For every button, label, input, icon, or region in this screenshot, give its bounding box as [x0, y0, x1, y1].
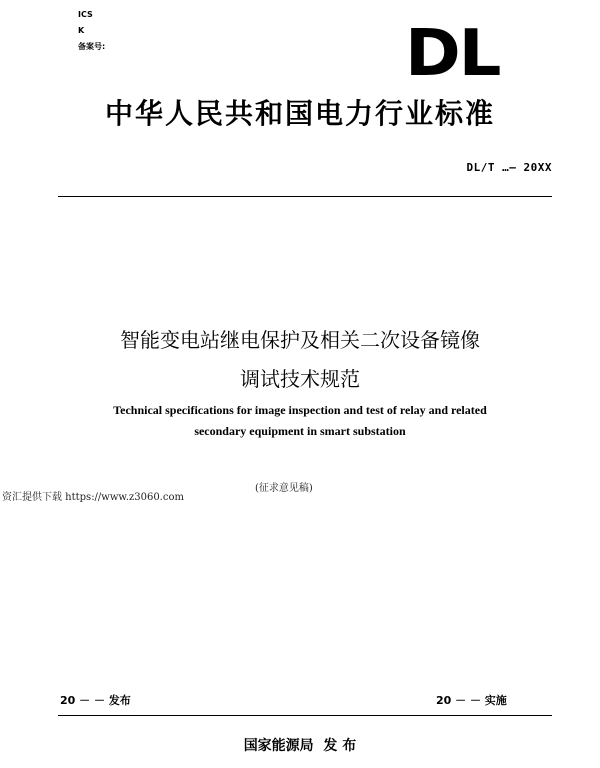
standard-number: DL/T …— 20XX	[466, 161, 552, 174]
download-watermark: 资汇提供下载 https://www.z3060.com	[2, 492, 184, 503]
k-label: K	[78, 26, 85, 35]
implement-date: 20 － － 实施	[436, 694, 507, 707]
dl-logo: DL	[405, 17, 500, 91]
top-divider	[58, 196, 552, 197]
draft-status-label: (征求意见稿)	[255, 483, 313, 494]
publisher: 国家能源局 发 布	[243, 738, 357, 754]
document-title-en-line2: secondary equipment in smart substation	[194, 424, 406, 438]
ics-label: ICS	[78, 10, 93, 19]
document-title-en-line1: Technical specifications for image inspection and test of relay and related	[113, 403, 487, 417]
document-title-cn-line1: 智能变电站继电保护及相关二次设备镜像	[120, 328, 480, 352]
document-title-cn-line2: 调试技术规范	[240, 367, 360, 391]
standard-category-title: 中华人民共和国电力行业标准	[104, 97, 495, 130]
bottom-divider	[58, 715, 552, 716]
publish-date: 20 － － 发布	[60, 694, 131, 707]
record-number-label: 备案号:	[78, 42, 106, 51]
